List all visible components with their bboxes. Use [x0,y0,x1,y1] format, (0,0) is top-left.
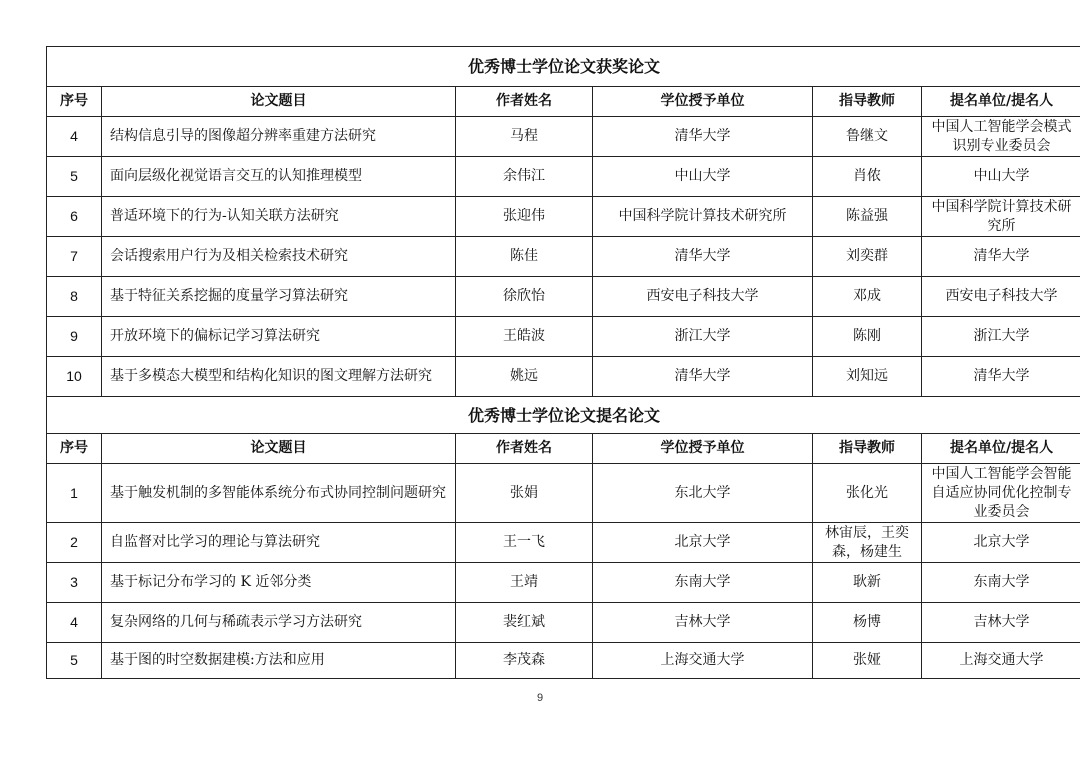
header-cell: 序号 [47,87,102,117]
thesis-title: 结构信息引导的图像超分辨率重建方法研究 [102,117,456,157]
header-cell: 指导教师 [813,87,922,117]
header-cell: 提名单位/提名人 [922,87,1080,117]
table-row [47,563,1080,603]
nominator: 西安电子科技大学 [922,277,1080,317]
header-row [47,87,1080,117]
advisor: 邓成 [813,277,922,317]
header-cell: 序号 [47,434,102,464]
thesis-title: 基于触发机制的多智能体系统分布式协同控制问题研究 [102,464,456,523]
nominator: 北京大学 [922,523,1080,563]
row-number: 4 [47,603,102,643]
row-number: 10 [47,357,102,397]
nominator: 中山大学 [922,157,1080,197]
header-cell: 提名单位/提名人 [922,434,1080,464]
university: 上海交通大学 [593,643,813,679]
section-title-row [47,397,1080,434]
author: 姚远 [456,357,593,397]
advisor: 刘奕群 [813,237,922,277]
university: 清华大学 [593,237,813,277]
row-number: 8 [47,277,102,317]
header-row [47,434,1080,464]
row-number: 4 [47,117,102,157]
row-number: 1 [47,464,102,523]
advisor: 陈刚 [813,317,922,357]
row-number: 5 [47,157,102,197]
header-cell: 论文题目 [102,434,456,464]
author: 裴红斌 [456,603,593,643]
page-number: 9 [536,692,544,704]
awards-table [46,46,1080,679]
header-cell: 作者姓名 [456,434,593,464]
table-row [47,317,1080,357]
section-title: 优秀博士学位论文获奖论文 [47,47,1080,87]
university: 清华大学 [593,117,813,157]
author: 徐欣怡 [456,277,593,317]
table-row [47,277,1080,317]
author: 李茂森 [456,643,593,679]
thesis-title: 会话搜索用户行为及相关检索技术研究 [102,237,456,277]
author: 王皓波 [456,317,593,357]
author: 陈佳 [456,237,593,277]
nominator: 中国科学院计算技术研究所 [922,197,1080,237]
thesis-title: 自监督对比学习的理论与算法研究 [102,523,456,563]
university: 东南大学 [593,563,813,603]
row-number: 2 [47,523,102,563]
thesis-title: 面向层级化视觉语言交互的认知推理模型 [102,157,456,197]
thesis-title: 基于图的时空数据建模:方法和应用 [102,643,456,679]
table-row [47,464,1080,523]
header-cell: 指导教师 [813,434,922,464]
nominator: 上海交通大学 [922,643,1080,679]
university: 清华大学 [593,357,813,397]
nominator: 东南大学 [922,563,1080,603]
advisor: 耿新 [813,563,922,603]
nominator: 中国人工智能学会模式识别专业委员会 [922,117,1080,157]
table-row [47,523,1080,563]
author: 余伟江 [456,157,593,197]
university: 北京大学 [593,523,813,563]
university: 浙江大学 [593,317,813,357]
university: 吉林大学 [593,603,813,643]
author: 张迎伟 [456,197,593,237]
author: 马程 [456,117,593,157]
table-row [47,357,1080,397]
university: 中山大学 [593,157,813,197]
university: 中国科学院计算技术研究所 [593,197,813,237]
thesis-title: 基于特征关系挖掘的度量学习算法研究 [102,277,456,317]
university: 东北大学 [593,464,813,523]
header-cell: 作者姓名 [456,87,593,117]
header-cell: 学位授予单位 [593,87,813,117]
row-number: 5 [47,643,102,679]
author: 王一飞 [456,523,593,563]
advisor: 刘知远 [813,357,922,397]
row-number: 7 [47,237,102,277]
advisor: 林宙辰，王奕森，杨建生 [813,523,922,563]
table-row [47,157,1080,197]
advisor: 鲁继文 [813,117,922,157]
advisor: 肖侬 [813,157,922,197]
nominator: 吉林大学 [922,603,1080,643]
advisor: 张化光 [813,464,922,523]
section-title: 优秀博士学位论文提名论文 [47,397,1080,434]
nominator: 清华大学 [922,357,1080,397]
header-cell: 学位授予单位 [593,434,813,464]
nominator: 浙江大学 [922,317,1080,357]
nominator: 清华大学 [922,237,1080,277]
table-row [47,603,1080,643]
advisor: 杨博 [813,603,922,643]
table-row [47,643,1080,679]
table-row [47,117,1080,157]
thesis-title: 基于多模态大模型和结构化知识的图文理解方法研究 [102,357,456,397]
thesis-title: 开放环境下的偏标记学习算法研究 [102,317,456,357]
thesis-title: 复杂网络的几何与稀疏表示学习方法研究 [102,603,456,643]
nominator: 中国人工智能学会智能自适应协同优化控制专业委员会 [922,464,1080,523]
table-row [47,197,1080,237]
thesis-title: 普适环境下的行为-认知关联方法研究 [102,197,456,237]
row-number: 9 [47,317,102,357]
author: 王靖 [456,563,593,603]
row-number: 3 [47,563,102,603]
section-title-row [47,47,1080,87]
header-cell: 论文题目 [102,87,456,117]
thesis-title: 基于标记分布学习的 K 近邻分类 [102,563,456,603]
row-number: 6 [47,197,102,237]
advisor: 陈益强 [813,197,922,237]
university: 西安电子科技大学 [593,277,813,317]
advisor: 张娅 [813,643,922,679]
author: 张娟 [456,464,593,523]
table-row [47,237,1080,277]
